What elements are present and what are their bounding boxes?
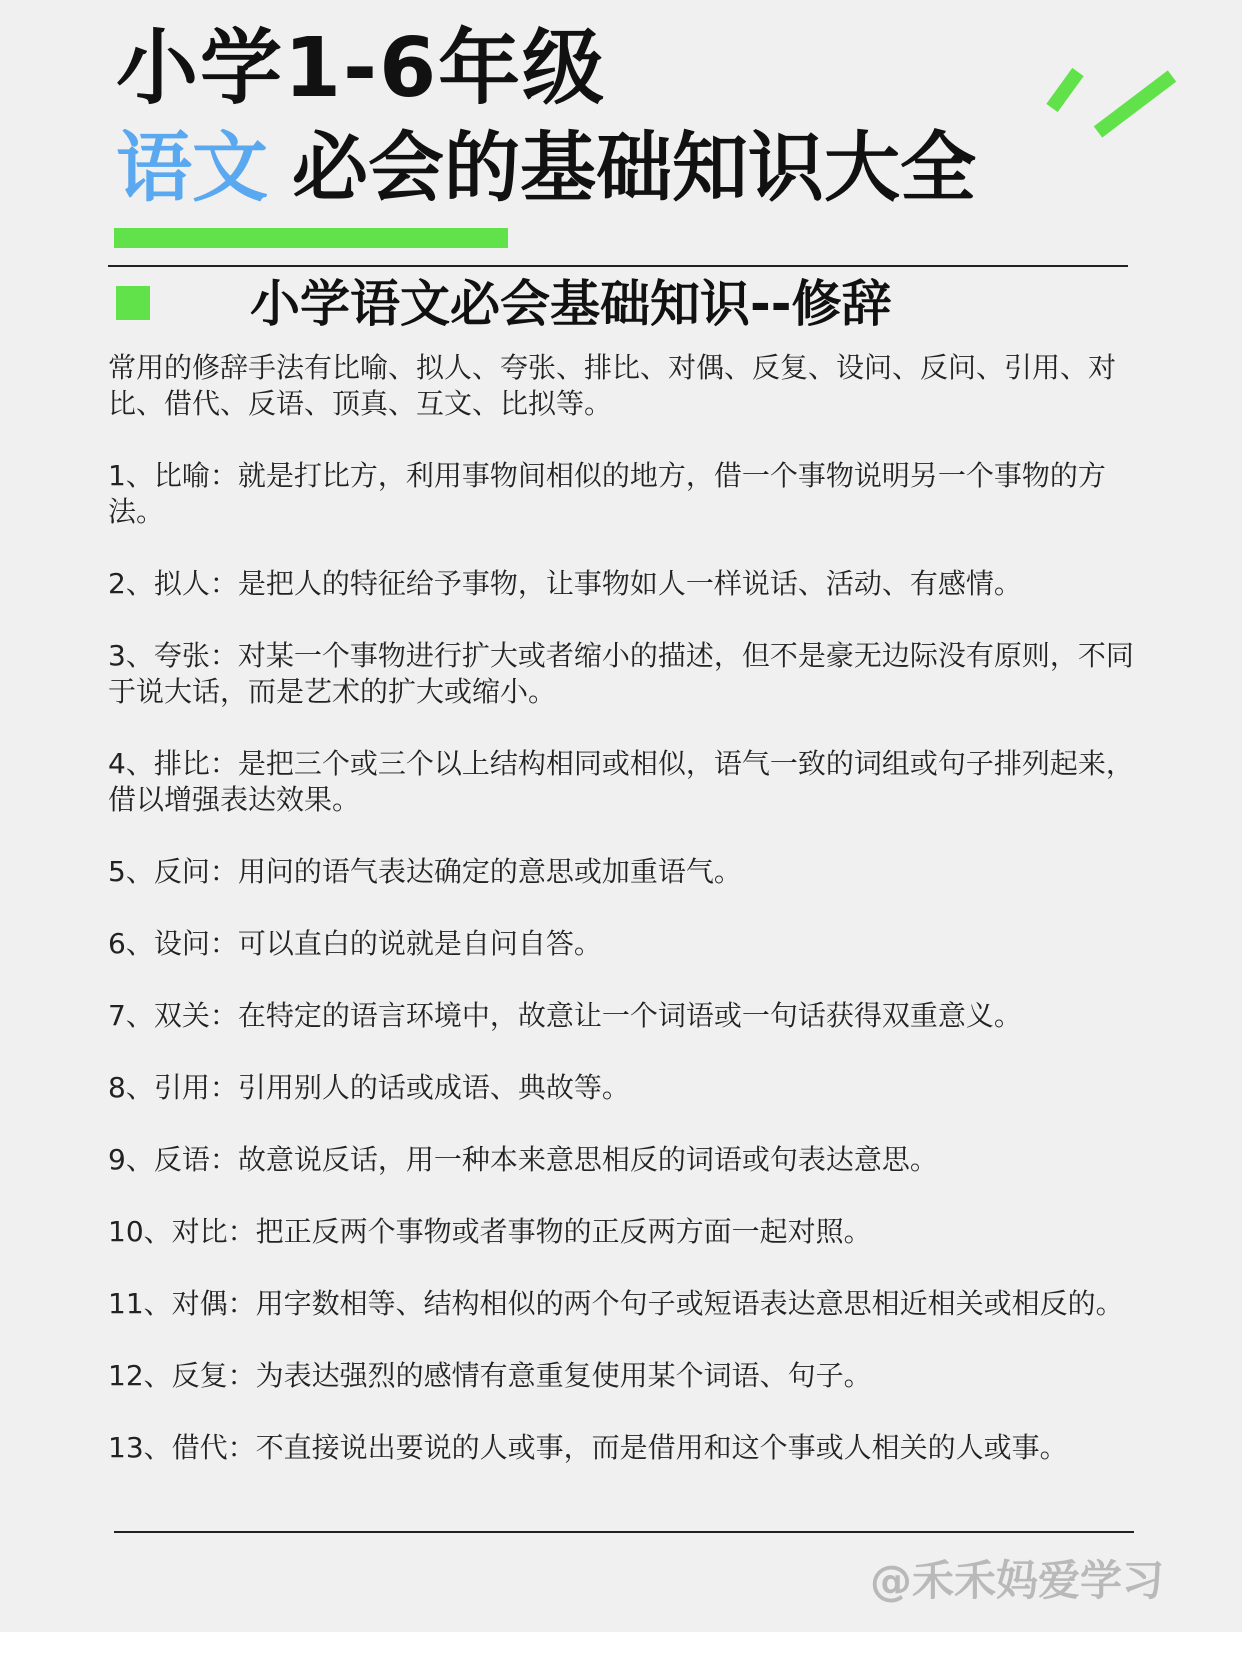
rhetoric-list [108,458,1138,1502]
item-text: 故意说反话，用一种本来意思相反的词语或句表达意思。 [237,1143,938,1176]
intro-paragraph: 常用的修辞手法有比喻、拟人、夸张、排比、对偶、反复、设问、反问、引用、对比、借代、反语、顶真、互文、比拟等。 [108,351,1117,420]
list-item [108,1286,1138,1322]
decorative-slash-icon [1040,60,1200,160]
divider-top [108,265,1128,267]
item-text: 在特定的语言环境中，故意让一个词语或一句话获得双重意义。 [237,999,1022,1032]
item-label: 10、对比： [108,1215,256,1248]
list-item [108,998,1138,1034]
item-label: 11、对偶： [108,1287,256,1320]
item-label: 4、排比： [108,747,238,780]
author-watermark: @禾禾妈爱学习 [869,1556,1164,1605]
item-label: 6、设问： [108,927,238,960]
item-label: 1、比喻： [108,459,238,492]
item-label: 8、引用： [108,1071,238,1104]
item-text: 为表达强烈的感情有意重复使用某个词语、句子。 [255,1359,872,1392]
item-text: 是把人的特征给予事物，让事物如人一样说话、活动、有感情。 [237,567,1022,600]
item-text: 引用别人的话或成语、典故等。 [237,1071,630,1104]
item-label: 9、反语： [108,1143,238,1176]
item-label: 12、反复： [108,1359,256,1392]
page-title-line1: 小学1-6年级 [116,21,607,116]
title-rest: 必会的基础知识大全 [292,123,976,212]
item-label: 7、双关： [108,999,238,1032]
section-marker-icon [116,286,150,320]
list-item [108,1070,1138,1106]
list-item [108,638,1138,710]
item-text: 可以直白的说就是自问自答。 [237,927,602,960]
item-label: 5、反问： [108,855,238,888]
item-text: 是把三个或三个以上结构相同或相似，语气一致的词组或句子排列起来，借以增强表达效果。 [108,747,1134,816]
item-text: 就是打比方，利用事物间相似的地方，借一个事物说明另一个事物的方法。 [108,459,1106,528]
list-item [108,926,1138,962]
section-title: 小学语文必会基础知识--修辞 [250,275,892,333]
item-text: 用问的语气表达确定的意思或加重语气。 [237,855,742,888]
item-text: 把正反两个事物或者事物的正反两方面一起对照。 [255,1215,872,1248]
item-label: 3、夸张： [108,639,238,672]
list-item [108,566,1138,602]
list-item [108,1214,1138,1250]
list-item [108,1358,1138,1394]
list-item [108,746,1138,818]
list-item [108,1142,1138,1178]
page-title-line2 [116,123,976,212]
list-item [108,458,1138,530]
list-item [108,854,1138,890]
divider-bottom [114,1531,1134,1533]
title-highlight: 语文 [116,123,268,212]
list-item [108,1430,1138,1466]
item-label: 13、借代： [108,1431,256,1464]
item-text: 对某一个事物进行扩大或者缩小的描述，但不是豪无边际没有原则，不同于说大话，而是艺术的扩大或缩小。 [108,639,1134,708]
title-underline [114,228,508,248]
item-text: 不直接说出要说的人或事，而是借用和这个事或人相关的人或事。 [255,1431,1068,1464]
item-text: 用字数相等、结构相似的两个句子或短语表达意思相近相关或相反的。 [255,1287,1124,1320]
item-label: 2、拟人： [108,567,238,600]
